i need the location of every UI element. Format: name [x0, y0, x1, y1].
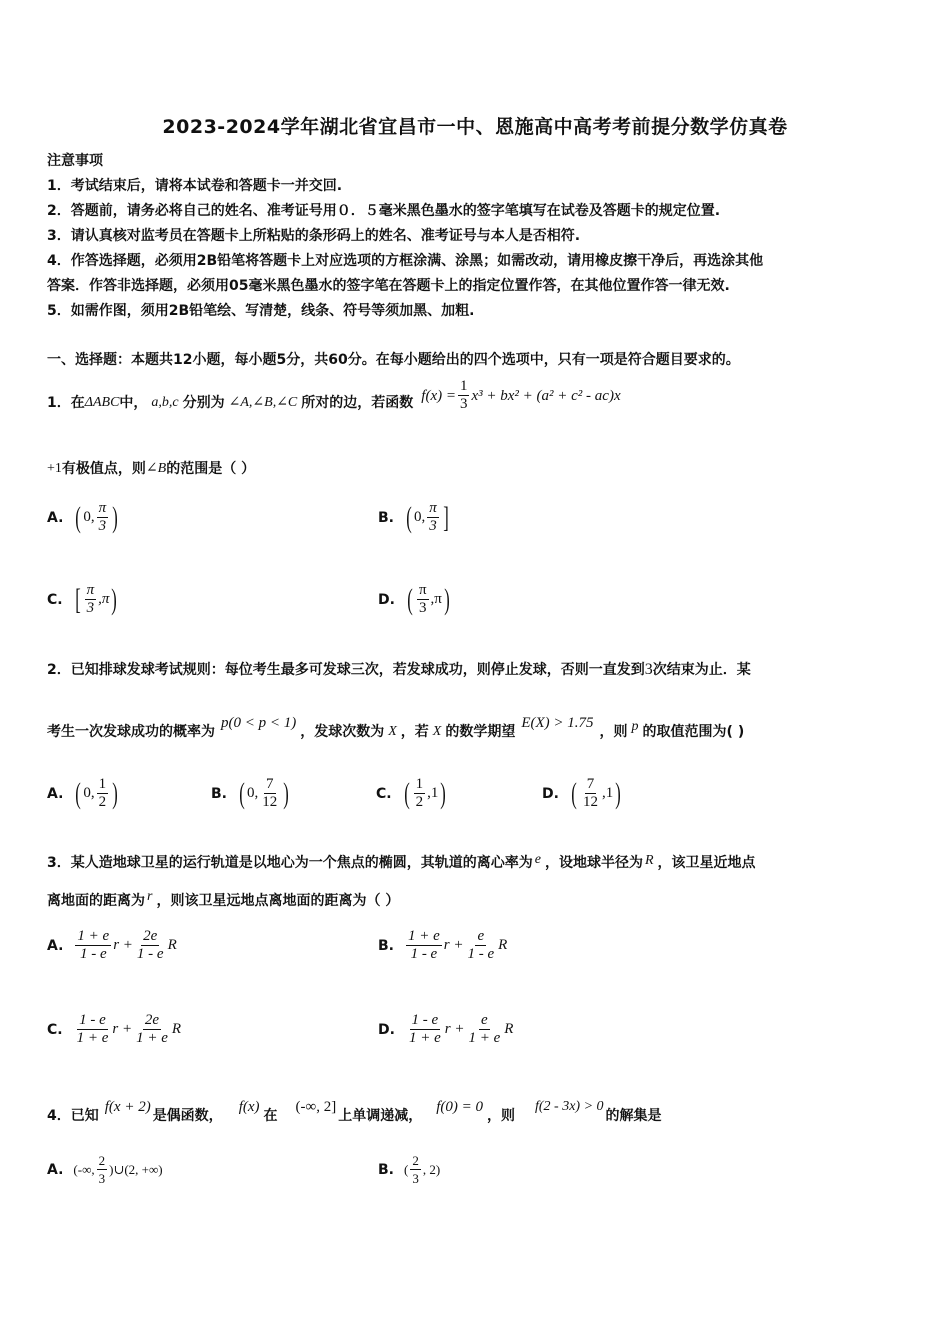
frac-den: 3: [412, 1171, 419, 1186]
option-label: A.: [47, 937, 64, 954]
frac-num: 1 - e: [411, 1012, 439, 1028]
q4-f0: f(0) = 0: [436, 1099, 483, 1115]
option-expr: ( 0, $\frac{7}{12}$ ): [239, 776, 289, 810]
option-expr: [405, 582, 452, 617]
q2-x2: X: [432, 724, 442, 739]
q1-frac-den: 3: [459, 396, 468, 412]
bracket-close: ): [112, 500, 118, 534]
expr-frac: [414, 776, 426, 811]
q2-option-b[interactable]: [211, 776, 291, 811]
q1-text-6: 的范围是（ ）: [166, 461, 256, 477]
frac-den: 12: [582, 794, 598, 810]
q2-text-7: ，则: [599, 724, 628, 740]
frac-den: 1 - e: [136, 946, 164, 962]
frac-num: π: [86, 582, 95, 598]
question-3-line-2: [47, 891, 399, 911]
frac-den: 1 - e: [79, 946, 107, 962]
frac-den: 1 + e: [468, 1030, 501, 1046]
q4-inequality: f(2 - 3x) > 0: [534, 1099, 604, 1114]
q1-text-1: 1．在: [47, 394, 85, 411]
option-expr: [405, 1012, 513, 1047]
question-1: [47, 378, 621, 413]
expr-part: , 2): [422, 1161, 441, 1177]
frac-num: 1 - e: [79, 1012, 106, 1028]
frac-den: 3: [418, 600, 427, 616]
q2-option-a[interactable]: [47, 776, 120, 811]
frac-num: 1: [98, 776, 107, 792]
q3-e: e: [534, 852, 541, 867]
q3-option-c[interactable]: [47, 1012, 181, 1047]
q1-frac-num: 1: [459, 378, 468, 394]
frac-num: π: [98, 500, 107, 516]
q4-option-a[interactable]: [47, 1152, 163, 1187]
q2-text-8: 的取值范围为( ): [642, 724, 745, 740]
q1-angle-b: ∠B: [145, 461, 167, 476]
q4-f1: f(x + 2): [104, 1099, 151, 1115]
q2-text-1: 2．已知排球发球考试规则：每位考生最多可发球三次，若发球成功，则停止发球，否则一直发到: [47, 662, 645, 678]
option-label: B.: [211, 785, 227, 802]
notice-item-1: 1．考试结束后，请将本试卷和答题卡一并交回.: [47, 178, 343, 194]
q4-text-1: 4．已知: [47, 1108, 99, 1124]
bracket-open: (: [75, 500, 82, 534]
bracket-open: (: [407, 582, 413, 616]
q2-x: X: [388, 724, 397, 739]
option-expr: [73, 928, 176, 963]
expr-frac: [260, 776, 279, 811]
frac-den: 12: [262, 794, 278, 810]
expr-part: ,π: [98, 591, 110, 607]
option-label: B.: [378, 937, 394, 954]
option-expr: [73, 1152, 162, 1187]
frac-den: 1 - e: [410, 946, 438, 962]
bracket-close: ): [111, 582, 118, 616]
frac-num: e: [481, 1012, 488, 1028]
notice-item-3: 3．请认真核对监考员在答题卡上所粘贴的条形码上的姓名、准考证号与本人是否相符.: [47, 228, 581, 244]
frac-num: π: [429, 500, 437, 516]
q3-r: r: [147, 889, 153, 904]
q3-text-1: 3．某人造地球卫星的运行轨道是以地心为一个焦点的椭圆，其轨道的离心率为: [47, 855, 533, 871]
notice-item-2: 2．答题前，请务必将自己的姓名、准考证号用０．５毫米黑色墨水的签字笔填写在试卷及答题卡的规定位置.: [47, 203, 721, 219]
expr-frac: [417, 582, 429, 617]
q1-option-c[interactable]: [47, 582, 119, 617]
option-expr: [404, 928, 507, 963]
page-title: 2023-2024学年湖北省宜昌市一中、恩施高中高考考前提分数学仿真卷: [162, 116, 788, 138]
q1-function: [421, 378, 620, 413]
q1-angles: ∠A,∠B,∠C: [228, 394, 298, 410]
q3-r-big: R: [644, 853, 654, 868]
bracket-close: ): [615, 776, 621, 810]
option-expr: ( $\frac{1}{2}$ ,1 ): [403, 776, 447, 810]
q2-option-d[interactable]: [542, 776, 623, 811]
frac-num: 1 + e: [77, 928, 110, 944]
frac-num: 2: [412, 1153, 419, 1168]
option-expr: [404, 1152, 440, 1187]
option-expr: [404, 500, 451, 535]
option-label: D.: [542, 785, 559, 802]
question-3: [47, 853, 756, 873]
bracket-close: ): [112, 776, 118, 810]
expr-part: ,1: [601, 785, 614, 801]
q1-text-2: 中，: [119, 394, 148, 411]
option-label: C.: [376, 785, 392, 802]
expr-frac: [581, 776, 600, 811]
q1-text-5: 有极值点，则: [61, 461, 146, 477]
option-label: D.: [378, 1021, 395, 1038]
expr-part: 0,: [414, 509, 426, 525]
q4-f2: f(x): [238, 1099, 260, 1115]
notice-item-4-cont: 答案．作答非选择题，必须用05毫米黑色墨水的签字笔在答题卡上的指定位置作答，在其他位置作答一律无效.: [47, 278, 730, 294]
frac-den: 2: [98, 794, 107, 810]
frac-den: 1 + e: [408, 1030, 441, 1046]
q4-text-4: 上单调递减，: [338, 1108, 423, 1124]
expr-part: 0,: [83, 509, 95, 525]
question-4: [47, 1099, 662, 1126]
expr-part: R: [171, 1021, 182, 1037]
option-label: C.: [47, 591, 63, 608]
q2-p: p: [631, 719, 639, 734]
option-expr: ( 0, $\frac{1}{2}$ ): [75, 776, 118, 810]
q2-three: 3: [644, 661, 653, 678]
option-label: B.: [378, 1161, 394, 1178]
option-label: A.: [47, 785, 64, 802]
q1-f-lhs: f(x) =: [421, 387, 456, 404]
expr-frac: [97, 500, 109, 535]
notice-item-5: 5．如需作图，须用2B铅笔绘、写清楚，线条、符号等须加黑、加粗.: [47, 303, 475, 319]
question-2: [47, 660, 751, 680]
expr-part: 0,: [247, 785, 259, 801]
expr-part: 0,: [83, 785, 95, 801]
bracket-close: ): [283, 776, 289, 810]
q4-text-6: 的解集是: [605, 1108, 662, 1124]
q3-option-d[interactable]: [378, 1012, 513, 1047]
frac-num: 2e: [144, 1012, 160, 1028]
q3-option-a[interactable]: [47, 928, 177, 963]
q3-text-5: ，则该卫星远地点离地面的距离为（ ）: [156, 893, 400, 909]
frac-den: 3: [86, 600, 95, 616]
q1-option-a[interactable]: [47, 500, 120, 535]
q2-text-4: ，发球次数为: [300, 724, 385, 740]
expr-part: r +: [444, 1021, 465, 1037]
expr-part: r +: [443, 937, 464, 953]
q2-option-c[interactable]: [376, 776, 448, 811]
q1-option-b[interactable]: [378, 500, 451, 535]
frac-num: 2e: [143, 928, 158, 944]
frac-num: π: [418, 582, 427, 598]
section-heading: 一、选择题：本题共12小题，每小题5分，共60分。在每小题给出的四个选项中，只有一项是符合题目要求的。: [47, 352, 740, 368]
expr-part: (-∞,: [73, 1161, 95, 1177]
frac-num: 7: [586, 776, 595, 792]
frac-den: 1 + e: [76, 1030, 109, 1046]
expr-part: )∪(2, +∞): [109, 1161, 163, 1177]
q1-triangle: ΔABC: [84, 394, 120, 410]
q4-interval: (-∞, 2]: [295, 1099, 337, 1115]
option-expr: [73, 500, 120, 535]
expr-frac: [427, 500, 439, 535]
expr-part: ,1: [427, 785, 439, 801]
notice-heading: 注意事项: [47, 153, 103, 169]
bracket-close: ): [440, 776, 447, 810]
q3-text-4: 离地面的距离为: [47, 893, 145, 909]
q3-option-b[interactable]: [378, 928, 507, 963]
frac-den: 3: [98, 518, 107, 534]
frac-num: e: [477, 928, 485, 944]
option-label: A.: [47, 1161, 64, 1178]
expr-part: ,π: [430, 591, 442, 607]
option-expr: [73, 582, 120, 617]
q2-text-5: ，若: [400, 724, 429, 740]
q4-option-b[interactable]: [378, 1152, 440, 1187]
question-2-line-2: [47, 715, 745, 742]
frac-num: 2: [98, 1153, 106, 1168]
option-expr: [73, 1012, 181, 1047]
q4-text-5: ，则: [486, 1108, 515, 1124]
question-1-line-2: [47, 459, 255, 479]
q2-expectation: E(X) > 1.75: [521, 715, 594, 731]
q1-plus-one: +1: [47, 461, 62, 476]
frac-den: 3: [98, 1171, 106, 1186]
option-label: C.: [47, 1021, 63, 1038]
q1-sides: a,b,c: [151, 394, 179, 410]
q2-text-6: 的数学期望: [445, 724, 516, 740]
expr-part: r +: [113, 937, 133, 953]
frac-num: 1 + e: [408, 928, 440, 944]
frac-den: 3: [429, 518, 437, 534]
q3-text-2: ，设地球半径为: [544, 855, 643, 871]
q4-text-2: 是偶函数，: [152, 1108, 223, 1124]
expr-frac: [97, 776, 109, 811]
option-label: A.: [47, 509, 64, 526]
q3-text-3: ，该卫星近地点: [657, 855, 756, 871]
expr-frac: [85, 582, 97, 617]
frac-den: 2: [415, 794, 424, 810]
notice-item-4: 4．作答选择题，必须用2B铅笔将答题卡上对应选项的方框涂满、涂黑；如需改动，请用橡皮擦干净后，再选涂其他: [47, 253, 764, 269]
expr-part: (: [404, 1161, 409, 1177]
q1-text-4: 所对的边，若函数: [301, 394, 414, 411]
q1-text-3: 分别为: [182, 394, 225, 411]
frac-den: 1 - e: [467, 946, 495, 962]
option-expr: ( $\frac{7}{12}$ ,1 ): [571, 776, 621, 810]
q1-f-rhs: x³ + bx² + (a² + c² - ac)x: [471, 387, 621, 404]
expr-part: R: [498, 937, 508, 953]
bracket-open: [: [74, 582, 81, 616]
q2-text-3: 考生一次发球成功的概率为: [47, 724, 215, 740]
frac-den: 1 + e: [136, 1030, 168, 1046]
expr-part: R: [167, 937, 177, 953]
expr-part: R: [504, 1021, 514, 1037]
expr-part: r +: [112, 1021, 133, 1037]
option-label: B.: [378, 509, 394, 526]
frac-num: 1: [415, 776, 424, 792]
bracket-open: (: [406, 500, 412, 534]
option-label: D.: [378, 591, 395, 608]
q1-option-d[interactable]: [378, 582, 452, 617]
q1-frac: [458, 378, 470, 413]
bracket-close: ]: [443, 500, 449, 534]
q4-text-3: 在: [263, 1108, 278, 1124]
q2-prob: p(0 < p < 1): [221, 715, 297, 731]
bracket-close: ): [444, 582, 450, 616]
frac-num: 7: [266, 776, 274, 792]
q2-text-2: 次结束为止．某: [652, 662, 751, 678]
